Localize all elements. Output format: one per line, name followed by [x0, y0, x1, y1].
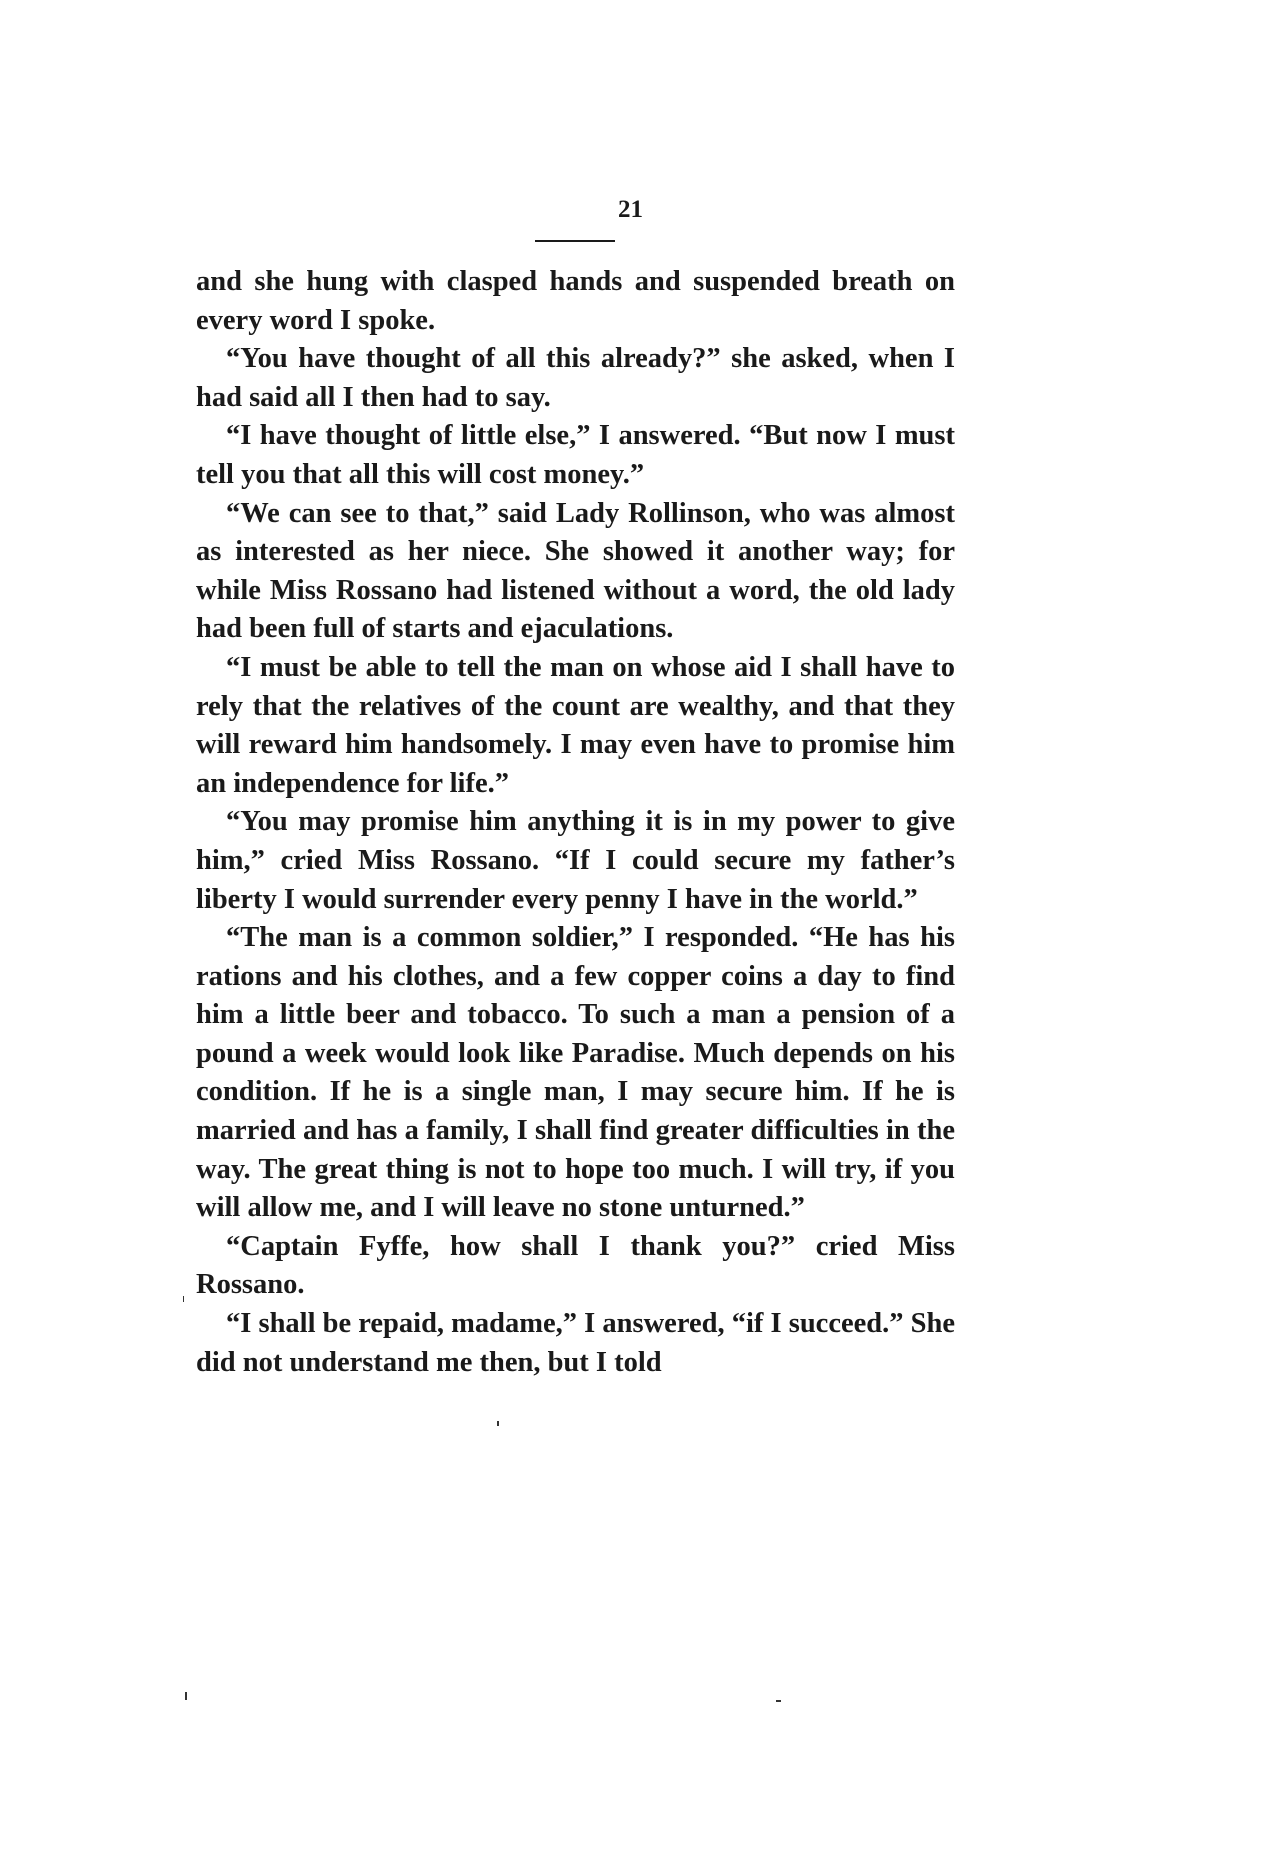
page-number: 21 — [618, 196, 643, 223]
scan-speck — [776, 1700, 781, 1702]
body-text — [196, 263, 955, 1382]
paragraph: “You may promise him anything it is in my power to give him,” cried Miss Rossano. “If I could secure my father’s liberty I would surrender every penny I have in the world.” — [196, 806, 955, 915]
scan-speck — [497, 1421, 499, 1426]
paragraph: “Captain Fyffe, how shall I thank you?” cried Miss Rossano. — [196, 1230, 955, 1301]
scan-speck — [185, 1692, 187, 1700]
paragraph-continuation: and she hung with clasped hands and suspended breath on every word I spoke. — [196, 266, 955, 336]
paragraph: “The man is a common soldier,” I responded. “He has his rations and his clothes, and a few copper coins a day to find him a little beer and tobacco. To such a man a pension of a pound a week would look like Paradise. Much depends on his condition. If he is a single man, I may secure him. If he is married and has a family, I shall find greater difficulties in the way. The great thing is not to hope too much. I will try, if you will allow me, and I will leave no stone unturned.” — [196, 922, 955, 1224]
paragraph: “We can see to that,” said Lady Rollinson, who was almost as interested as her niece. She showed it another way; for while Miss Rossano had listened without a word, the old lady had been full of starts and ejaculations. — [196, 497, 955, 645]
page-number-rule — [535, 240, 615, 242]
paragraph: “I must be able to tell the man on whose aid I shall have to rely that the relatives of the count are wealthy, and that they will reward him handsomely. I may even have to promise him an independence for life.” — [196, 651, 955, 799]
paragraph: “You have thought of all this already?” she asked, when I had said all I then had to say. — [196, 343, 955, 413]
scan-speck — [183, 1296, 184, 1302]
paragraph: “I shall be repaid, madame,” I answered, “if I succeed.” She did not understand me then, but I told — [196, 1308, 955, 1378]
paragraph: “I have thought of little else,” I answered. “But now I must tell you that all this will cost money.” — [196, 420, 955, 490]
